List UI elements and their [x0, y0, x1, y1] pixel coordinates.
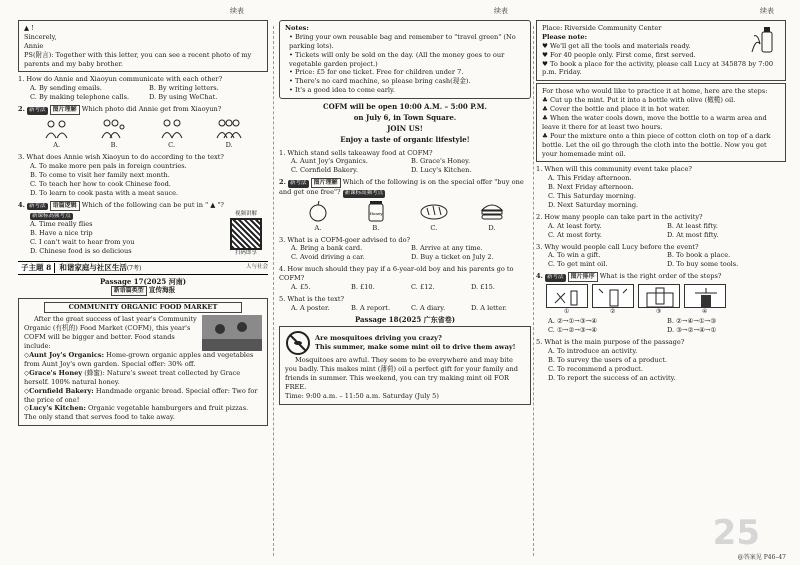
option[interactable]: A. Aunt Joy's Organics. [291, 157, 368, 166]
question-3 [536, 243, 786, 270]
column-right [536, 20, 786, 565]
subtopic-banner [18, 261, 268, 275]
question-stem: 3. What does Annie wish Xiaoyun to do according to the text? [18, 153, 224, 162]
option[interactable]: C. I can't wait to hear from you [30, 237, 135, 246]
option[interactable]: C. £12. [411, 283, 435, 292]
question-2 [18, 105, 268, 150]
step-picture: ② [592, 284, 634, 308]
question-stem: Which of the following is on the special offer "buy one and get one free"? [279, 178, 524, 197]
option[interactable]: D. Lucy's Kitchen. [411, 166, 472, 175]
qr-scan-label: 扫码即享 [234, 250, 257, 257]
letter-bullet: ▲ ! [24, 24, 34, 32]
note-item: ♥ We'll get all the tools and materials ready. [542, 41, 691, 50]
question-stem: 1. When will this community event take place? [536, 165, 692, 174]
poster-body: Mosquitoes are awful. They seem to be everywhere and may bite you badly. This makes mint (薄荷) oil a perfect gift for your family and friends in summer. This weekend, you can try making mint oil FOR FREE. [285, 356, 518, 391]
option[interactable]: D. At most fifty. [667, 230, 719, 239]
header-middle: 续表 [494, 7, 508, 15]
option[interactable]: A. To make more pen pals in foreign countries. [30, 162, 187, 170]
option[interactable]: C. ①→②→③→④ [548, 326, 598, 335]
option[interactable]: C. Cornfield Bakery. [291, 166, 358, 175]
passage-type [18, 286, 268, 296]
poster-headline: Are mosquitoes driving you crazy? [315, 334, 442, 343]
option[interactable]: D. To report the success of an activity. [548, 373, 676, 382]
note-title: Please note: [542, 32, 588, 41]
notes-box [279, 20, 531, 99]
option[interactable]: B. Have a nice trip [30, 228, 93, 237]
option[interactable]: A. This Friday afternoon. [548, 174, 632, 183]
option[interactable]: C. This Saturday morning. [548, 192, 636, 201]
honey-jar-icon[interactable] [361, 200, 391, 222]
photo-label: C. [168, 141, 176, 150]
subtopic-title: 和谐家庭与社区生活(7考) [59, 262, 142, 272]
question-stem: 1. Which stand sells takeaway food at COFM? [279, 148, 433, 157]
question-5 [536, 338, 786, 382]
photo-label: B. [110, 141, 118, 150]
picture-label: A. [314, 223, 322, 232]
option[interactable]: B. £10. [351, 283, 375, 292]
question-stem: Which photo did Annie get from Xiaoyun? [81, 105, 222, 114]
poster-time: Time: 9:00 a.m. – 11:50 a.m. Saturday (July 5) [285, 391, 439, 400]
question-number: 2. [18, 105, 25, 114]
qr-caption: 视频讲解 [234, 210, 257, 217]
open-announcement: COFM will be open 10:00 A.M. – 5:00 P.M. on July 6, in Town Square. JOIN US! Enjoy a taste of organic lifestyle! [323, 102, 487, 144]
skill-tag: 语篇逻辑 [50, 201, 80, 211]
hamburger-icon[interactable] [477, 200, 507, 222]
skill-tag: 图片理解 [311, 178, 341, 188]
mint-bottle-icon [750, 24, 780, 54]
option[interactable]: B. At least fifty. [667, 221, 718, 230]
option[interactable]: D. £15. [471, 283, 495, 292]
question-stem: What is the right order of the steps? [599, 272, 722, 281]
stand-item: ◇Lucy's Kitchen: Organic vegetable hamburgers and fruit pizzas. The only stand that serves food to take away. [24, 404, 249, 422]
poster-intro: After the great success of last year's Community Organic (有机的) Food Market (COFM), this year's COFM will be bigger and better. Food stands include: [24, 315, 197, 350]
option[interactable]: C. Avoid driving a car. [291, 253, 365, 262]
cut-mint-icon [547, 285, 589, 309]
option[interactable]: D. A letter. [471, 303, 507, 312]
option[interactable]: B. Arrive at any time. [411, 244, 483, 253]
poster-title: COMMUNITY ORGANIC FOOD MARKET [44, 302, 242, 313]
question-2 [536, 213, 786, 240]
question-stem: Which of the following can be put in " ▲ "? [81, 200, 224, 209]
option[interactable]: B. To come to visit her family next month. [30, 170, 170, 179]
new-format-tag: 新考法 [290, 180, 307, 187]
warm-area-icon [593, 285, 635, 309]
note-item: ♥ To book a place for the activity, please call Lucy at 345878 by 7:00 p.m. Friday. [542, 59, 774, 77]
skill-tag: 图片理解 [50, 105, 80, 115]
high-frequency-badge: 新课标高频考点 [32, 212, 71, 219]
option[interactable]: A. A poster. [291, 303, 330, 312]
apple-icon[interactable] [303, 200, 333, 222]
letter-ending [18, 20, 268, 72]
qr-code-icon[interactable] [230, 218, 262, 250]
column-middle [279, 20, 531, 565]
note-item: • Bring your own reusable bag and remember to "travel green" (No parking lots). [289, 32, 516, 50]
stand-item: ◇Cornfield Bakery: Handmade organic bread. Special offer: Two for the price of one! [24, 386, 258, 404]
text-type: 宣传海报 [148, 286, 176, 295]
note-item: • Price: £5 for one ticket. Free for children under 7. [289, 68, 464, 77]
poster-subhead: This summer, make some mint oil to drive them away! [315, 343, 516, 352]
question-stem: 3. Why would people call Lucy before the event? [536, 242, 699, 251]
question-3 [279, 236, 531, 263]
step-item: ♣ Cut up the mint. Put it into a bottle with olive (橄榄) oil. [542, 96, 736, 105]
option[interactable]: D. To learn to cook pasta with a meat sauce. [30, 188, 179, 197]
question-4 [536, 272, 786, 335]
answer-reference: @答案见 P46–47 [737, 554, 786, 561]
option[interactable]: B. Grace's Honey. [411, 157, 471, 166]
question-1 [18, 75, 268, 102]
question-stem: 5. What is the text? [279, 294, 345, 303]
family-photo-d-icon[interactable] [214, 117, 244, 139]
page-number: 25 [712, 513, 760, 553]
step-pictures [536, 284, 786, 316]
note-item: • It's a good idea to come early. [289, 86, 395, 95]
option[interactable]: C. By making telephone calls. [30, 93, 130, 102]
event-place: Place: Riverside Community Center [542, 24, 662, 32]
question-stem: 2. How many people can take part in the activity? [536, 212, 703, 221]
bread-icon[interactable] [419, 200, 449, 222]
option[interactable]: C. At most forty. [548, 230, 602, 239]
event-info-box [536, 20, 786, 81]
column-left [18, 20, 268, 565]
option[interactable]: B. By writing letters. [149, 84, 219, 93]
step-item: ♣ When the water cools down, move the bottle to a warm area and leave it there for at least two hours. [542, 114, 767, 131]
question-2 [279, 178, 531, 232]
column-divider [273, 26, 274, 556]
option[interactable]: D. Buy a ticket on July 2. [411, 253, 494, 262]
photo-label: D. [225, 141, 233, 150]
steps-intro: For those who would like to practice it at home, here are the steps: [542, 87, 768, 96]
option[interactable]: D. ③→②→④→① [667, 326, 717, 335]
stand-item: ◇Grace's Honey (蜂蜜): Nature's sweet treat collected by Grace herself. 100% natural honey. [24, 368, 241, 386]
option[interactable]: B. A report. [351, 303, 391, 312]
hot-water-icon [639, 285, 681, 309]
question-5 [279, 295, 531, 313]
option[interactable]: A. Time really flies [30, 220, 93, 229]
photo-options [18, 115, 268, 141]
no-mosquito-icon [285, 330, 311, 356]
skill-tag: 图片排序 [568, 272, 598, 282]
option[interactable]: B. ②→④→①→③ [667, 317, 717, 326]
question-number: 4. [536, 272, 543, 281]
option[interactable]: A. £5. [291, 283, 311, 292]
picture-label: C. [430, 223, 438, 232]
option[interactable]: D. Chinese food is so delicious [30, 246, 132, 255]
svg-text:Honey: Honey [369, 210, 383, 216]
food-options [279, 198, 531, 224]
question-1 [536, 165, 786, 209]
step-picture: ③ [638, 284, 680, 308]
steps-box [536, 83, 786, 162]
option[interactable]: A. ②→①→③→④ [548, 317, 598, 326]
option[interactable]: A. Bring a bank card. [291, 244, 363, 253]
high-frequency-badge: 新课标高频考点 [344, 190, 384, 197]
new-format-tag: 新考法 [547, 274, 564, 281]
family-photo-c-icon[interactable] [157, 117, 187, 139]
step-item: ♣ Pour the mixture onto a thin piece of cotton cloth on top of a dark bottle. Let the oil go through the cloth into the bottle. Now you get your homemade mint oil. [542, 131, 771, 158]
picture-label: B. [372, 223, 380, 232]
note-item: ♥ For 40 people only. First come, first served. [542, 50, 696, 59]
header-left: 续表 [230, 7, 244, 15]
option[interactable]: A. At least forty. [548, 221, 602, 230]
new-text-type-tag: 新语篇类型 [111, 286, 147, 296]
letter-ps: PS(附言): Together with this letter, you can see a recent photo of my parents and my baby brother. [24, 50, 252, 68]
option[interactable]: C. To get mint oil. [548, 260, 608, 269]
notes-title: Notes: [285, 24, 309, 32]
option[interactable]: A. By sending emails. [30, 84, 102, 93]
option[interactable]: D. By using WeChat. [149, 93, 218, 102]
stand-item: ◇Aunt Joy's Organics: Home-grown organic apples and vegetables from Aunt Joy's own garden. Special offer: 30% off. [24, 351, 254, 368]
question-3 [18, 153, 268, 197]
new-format-tag: 新考法 [29, 107, 46, 114]
question-4 [279, 265, 531, 292]
option[interactable]: A. To introduce an activity. [548, 347, 638, 356]
new-format-tag: 新考法 [29, 202, 46, 209]
question-1 [279, 149, 531, 176]
step-picture: ④ [684, 284, 726, 308]
option[interactable]: B. To book a place. [667, 251, 731, 260]
filter-cloth-icon [685, 285, 727, 309]
mint-oil-poster [279, 326, 531, 404]
subtopic-label: 子主题 8 [18, 263, 55, 273]
question-stem: 3. What is a COFM-goer advised to do? [279, 235, 411, 244]
family-photo-a-icon[interactable] [42, 117, 72, 139]
header-right: 续表 [760, 7, 774, 15]
question-4 [18, 201, 268, 258]
option[interactable]: C. To recommend a product. [548, 364, 643, 373]
passage-title: Passage 17(2025 河南) [99, 276, 187, 286]
subtopic-theme: 人与社会 [245, 263, 268, 270]
photo-label: A. [53, 141, 61, 150]
column-divider [533, 26, 534, 556]
option[interactable]: B. Next Friday afternoon. [548, 183, 634, 192]
letter-closing: Sincerely, [24, 32, 57, 41]
market-poster [18, 298, 268, 426]
picture-label: D. [488, 223, 496, 232]
question-stem: 1. How do Annie and Xiaoyun communicate with each other? [18, 75, 223, 84]
option[interactable]: D. To buy some tools. [667, 260, 739, 269]
option[interactable]: B. To survey the users of a product. [548, 355, 668, 364]
question-stem: 4. How much should they pay if a 6-year-old boy and his parents go to COFM? [279, 265, 514, 283]
letter-name: Annie [24, 41, 44, 50]
question-number: 2. [279, 178, 286, 187]
step-picture: ① [546, 284, 588, 308]
passage-title: Passage 18(2025 广东省卷) [354, 314, 456, 324]
step-item: ♣ Cover the bottle and place it in hot water. [542, 105, 690, 114]
question-number: 4. [18, 200, 25, 209]
option[interactable]: A. To win a gift. [548, 251, 601, 260]
family-photo-b-icon[interactable] [99, 117, 129, 139]
option[interactable]: C. To teach her how to cook Chinese food. [30, 179, 171, 188]
option[interactable]: D. Next Saturday morning. [548, 201, 639, 210]
question-stem: 5. What is the main purpose of the passage? [536, 338, 685, 347]
option[interactable]: C. A diary. [411, 303, 446, 312]
note-item: • Tickets will only be sold on the day. (All the money goes to our vegetable garden project.) [289, 50, 505, 68]
note-item: • There's no card machine, so please bring cash(现金). [289, 77, 471, 86]
market-photo-icon [202, 315, 262, 351]
